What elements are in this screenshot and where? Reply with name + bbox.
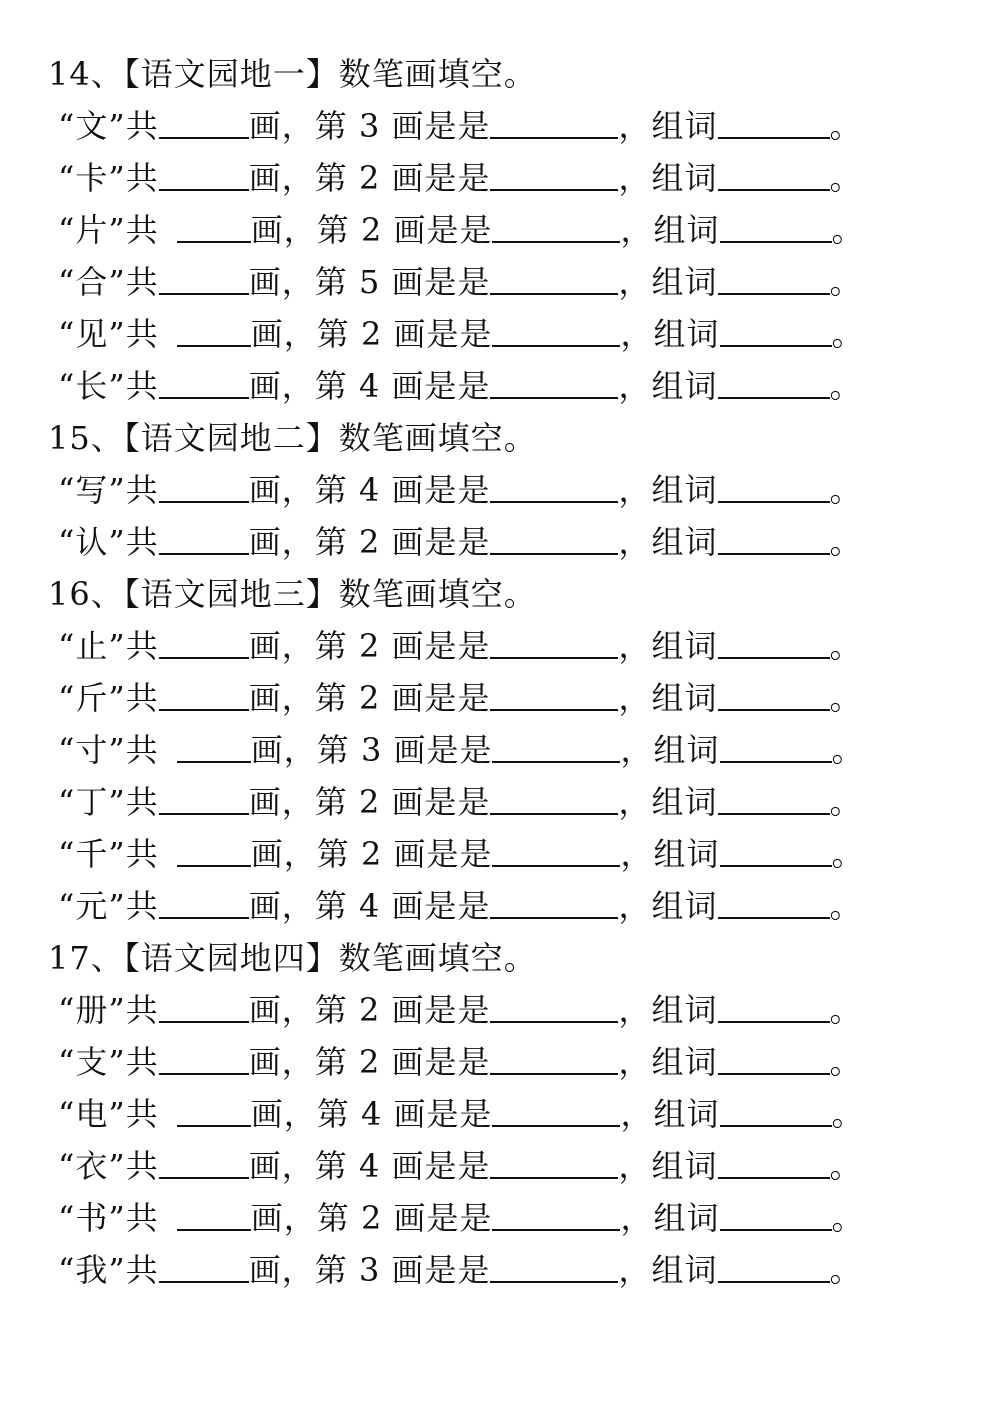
stroke-name-blank[interactable]	[490, 627, 618, 659]
word-blank[interactable]	[718, 887, 830, 919]
fill-line: “认”共 画，第 2 画是是 ，组词 。	[58, 523, 863, 561]
section-heading: 15、【语文园地二】数笔画填空。	[48, 419, 537, 457]
word-blank[interactable]	[718, 991, 830, 1023]
word-blank[interactable]	[718, 1043, 830, 1075]
fill-line: “千”共 画，第 2 画是是 ，组词 。	[58, 835, 865, 873]
stroke-count-blank[interactable]	[159, 367, 249, 399]
stroke-count-blank[interactable]	[159, 159, 249, 191]
word-blank[interactable]	[718, 159, 830, 191]
fill-line: “合”共 画，第 5 画是是 ，组词 。	[58, 263, 863, 301]
stroke-count-blank[interactable]	[159, 263, 249, 295]
fill-line: “止”共 画，第 2 画是是 ，组词 。	[58, 627, 863, 665]
fill-line: “写”共 画，第 4 画是是 ，组词 。	[58, 471, 863, 509]
stroke-name-blank[interactable]	[490, 991, 618, 1023]
section-heading: 16、【语文园地三】数笔画填空。	[48, 575, 537, 613]
stroke-count-blank[interactable]	[159, 783, 249, 815]
stroke-name-blank[interactable]	[492, 835, 620, 867]
word-blank[interactable]	[720, 211, 832, 243]
fill-line: “斤”共 画，第 2 画是是 ，组词 。	[58, 679, 863, 717]
word-blank[interactable]	[718, 679, 830, 711]
stroke-name-blank[interactable]	[492, 211, 620, 243]
stroke-name-blank[interactable]	[490, 1147, 618, 1179]
word-blank[interactable]	[718, 1251, 830, 1283]
stroke-name-blank[interactable]	[490, 107, 618, 139]
word-blank[interactable]	[720, 731, 832, 763]
stroke-name-blank[interactable]	[492, 315, 620, 347]
stroke-count-blank[interactable]	[159, 523, 249, 555]
stroke-name-blank[interactable]	[490, 887, 618, 919]
stroke-count-blank[interactable]	[159, 471, 249, 503]
fill-line: “电”共 画，第 4 画是是 ，组词 。	[58, 1095, 865, 1133]
word-blank[interactable]	[718, 471, 830, 503]
word-blank[interactable]	[718, 263, 830, 295]
fill-line: “文”共 画，第 3 画是是 ，组词 。	[58, 107, 863, 145]
fill-line: “书”共 画，第 2 画是是 ，组词 。	[58, 1199, 865, 1237]
fill-line: “丁”共 画，第 2 画是是 ，组词 。	[58, 783, 863, 821]
fill-line: “元”共 画，第 4 画是是 ，组词 。	[58, 887, 863, 925]
stroke-count-blank[interactable]	[159, 1147, 249, 1179]
stroke-name-blank[interactable]	[492, 1199, 620, 1231]
stroke-name-blank[interactable]	[490, 159, 618, 191]
word-blank[interactable]	[720, 1199, 832, 1231]
stroke-count-blank[interactable]	[177, 835, 251, 867]
word-blank[interactable]	[718, 107, 830, 139]
word-blank[interactable]	[718, 367, 830, 399]
stroke-name-blank[interactable]	[490, 783, 618, 815]
word-blank[interactable]	[718, 783, 830, 815]
stroke-count-blank[interactable]	[159, 627, 249, 659]
stroke-name-blank[interactable]	[490, 523, 618, 555]
stroke-count-blank[interactable]	[159, 1251, 249, 1283]
word-blank[interactable]	[718, 1147, 830, 1179]
stroke-name-blank[interactable]	[492, 1095, 620, 1127]
fill-line: “册”共 画，第 2 画是是 ，组词 。	[58, 991, 863, 1029]
stroke-name-blank[interactable]	[490, 1251, 618, 1283]
stroke-count-blank[interactable]	[159, 679, 249, 711]
stroke-name-blank[interactable]	[490, 471, 618, 503]
fill-line: “支”共 画，第 2 画是是 ，组词 。	[58, 1043, 863, 1081]
section-heading: 17、【语文园地四】数笔画填空。	[48, 939, 537, 977]
stroke-count-blank[interactable]	[159, 991, 249, 1023]
fill-line: “见”共 画，第 2 画是是 ，组词 。	[58, 315, 865, 353]
stroke-count-blank[interactable]	[177, 211, 251, 243]
stroke-name-blank[interactable]	[490, 367, 618, 399]
fill-line: “卡”共 画，第 2 画是是 ，组词 。	[58, 159, 863, 197]
fill-line: “我”共 画，第 3 画是是 ，组词 。	[58, 1251, 863, 1289]
stroke-count-blank[interactable]	[159, 107, 249, 139]
word-blank[interactable]	[720, 1095, 832, 1127]
word-blank[interactable]	[718, 523, 830, 555]
stroke-name-blank[interactable]	[490, 679, 618, 711]
stroke-name-blank[interactable]	[492, 731, 620, 763]
stroke-count-blank[interactable]	[177, 1199, 251, 1231]
stroke-name-blank[interactable]	[490, 263, 618, 295]
word-blank[interactable]	[720, 835, 832, 867]
stroke-count-blank[interactable]	[159, 887, 249, 919]
word-blank[interactable]	[718, 627, 830, 659]
fill-line: “长”共 画，第 4 画是是 ，组词 。	[58, 367, 863, 405]
stroke-count-blank[interactable]	[159, 1043, 249, 1075]
stroke-count-blank[interactable]	[177, 315, 251, 347]
stroke-name-blank[interactable]	[490, 1043, 618, 1075]
word-blank[interactable]	[720, 315, 832, 347]
stroke-count-blank[interactable]	[177, 1095, 251, 1127]
fill-line: “衣”共 画，第 4 画是是 ，组词 。	[58, 1147, 863, 1185]
stroke-count-blank[interactable]	[177, 731, 251, 763]
section-heading: 14、【语文园地一】数笔画填空。	[48, 55, 537, 93]
fill-line: “片”共 画，第 2 画是是 ，组词 。	[58, 211, 865, 249]
fill-line: “寸”共 画，第 3 画是是 ，组词 。	[58, 731, 865, 769]
